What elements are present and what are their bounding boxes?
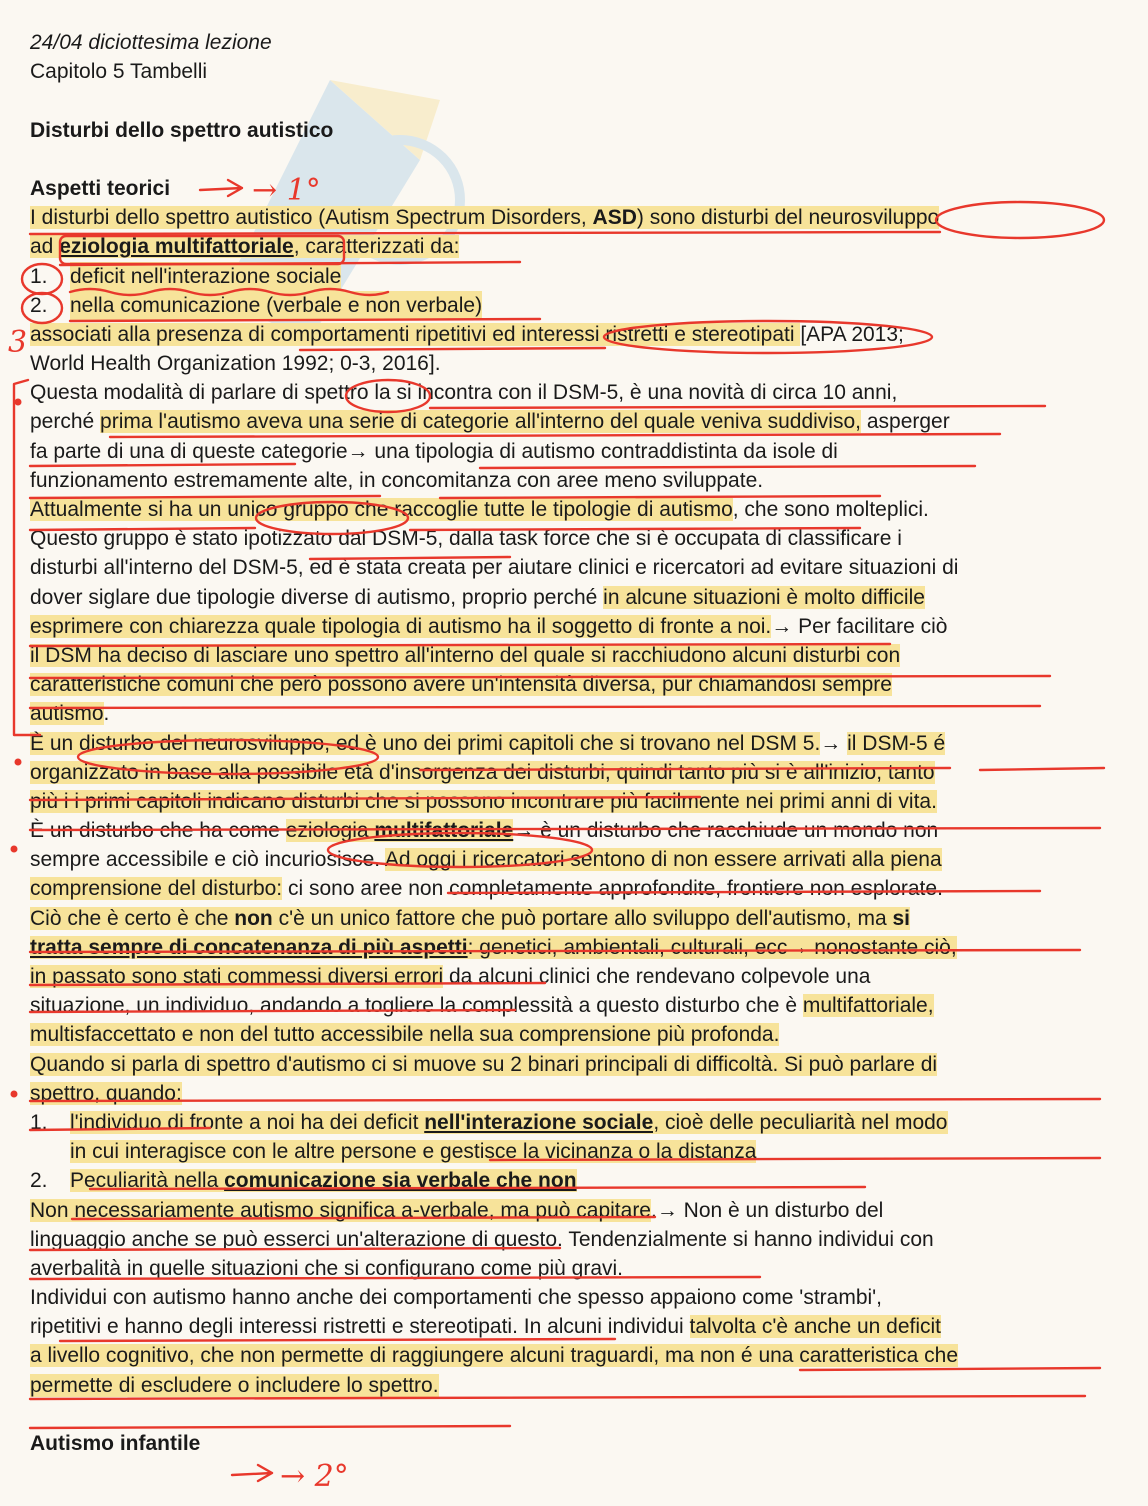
text-line [30, 1196, 1122, 1225]
list-text [70, 1108, 948, 1137]
text-segment: non [234, 906, 273, 930]
text-segment: a livello cognitivo, che non permette di raggiungere alcuni traguardi, ma non é una caratteristica che [30, 1344, 959, 1368]
text-line [30, 232, 1122, 261]
text-segment: il DSM ha deciso di lasciare uno spettro all'interno del quale si racchiudono alcuni disturbi con [30, 643, 901, 667]
text-segment: Attualmente si ha un unico gruppo che raccoglie tutte le tipologie di autismo [30, 498, 733, 521]
text-segment: si [892, 906, 910, 930]
list-item [30, 262, 1122, 291]
text-segment: Questo gruppo è stato ipotizzato dal DSM-5, dalla task force che si è occupata di classificare i [30, 527, 902, 551]
text-segment: averbalità in quelle situazioni che si configurano come più gravi. [30, 1256, 624, 1280]
list-text [70, 1166, 577, 1195]
list-number: 2. [30, 1169, 48, 1193]
text-segment: l'individuo di fronte a noi ha dei deficit [70, 1110, 425, 1134]
text-line [30, 816, 1122, 845]
list-text: deficit nell'interazione sociale [70, 262, 341, 291]
text-line [30, 1050, 1122, 1079]
list-text [70, 1137, 756, 1166]
annotation-second: → 2° [280, 1459, 349, 1494]
text-line [30, 1254, 1122, 1283]
text-segment: Questa modalità di parlare di spettro la si incontra con il DSM-5, è una novità di circa 10 anni, [30, 381, 898, 405]
chapter-reference: Capitolo 5 Tambelli [30, 60, 208, 84]
text-segment: perché [30, 410, 101, 434]
text-line [30, 787, 1122, 816]
text-segment: [APA 2013; [800, 322, 904, 346]
text-segment: il DSM-5 é [847, 731, 946, 755]
text-segment: .→ Non è un disturbo del [651, 1198, 884, 1222]
text-line [30, 437, 1122, 466]
text-line [30, 1079, 1122, 1108]
text-segment: ASD [592, 206, 637, 230]
text-segment: talvolta c'è anche un deficit [689, 1315, 942, 1339]
text-line [30, 933, 1122, 962]
list-number: 1. [30, 264, 48, 288]
text-segment: associati alla presenza di comportamenti ripetitivi ed interessi ristretti e stereotipati [30, 322, 801, 346]
text-segment: disturbi all'interno del DSM-5, ed è stata creata per aiutare clinici e ricercatori ad evitare situazioni di [30, 556, 959, 580]
text-segment: Non necessariamente autismo significa a-verbale, ma può capitare [30, 1198, 651, 1222]
list-item [30, 1137, 1122, 1166]
text-line [30, 1020, 1122, 1049]
difficulty-list [30, 1108, 1122, 1196]
document-title: Disturbi dello spettro autistico [30, 118, 334, 142]
heading-text: Aspetti teorici [30, 176, 171, 200]
text-segment: → è un disturbo che racchiude un mondo non [513, 819, 939, 843]
body-paragraphs [30, 378, 1122, 1108]
annotation-first: → 1° [252, 173, 321, 208]
feature-list [30, 262, 1122, 320]
text-line [30, 1341, 1122, 1370]
text-segment: spettro, quando: [30, 1081, 182, 1105]
text-segment: autismo [30, 702, 104, 726]
text-line [30, 612, 1122, 641]
text-line [30, 845, 1122, 874]
text-segment: È un disturbo che ha come [30, 819, 286, 843]
text-line [30, 904, 1122, 933]
text-segment: eziologia [285, 819, 375, 843]
heading-text: Autismo infantile [30, 1432, 201, 1455]
text-segment: più i i primi capitoli indicano disturbi che si possono incontrare più facilmente nei primi anni di vita. [30, 789, 937, 813]
bullet-dot [15, 399, 22, 406]
bullet-dot [11, 1091, 18, 1098]
text-segment: da alcuni clinici che rendevano colpevole una [443, 965, 871, 988]
text-line [30, 670, 1122, 699]
text-segment: dover siglare due tipologie diverse di autismo, proprio perché [30, 585, 604, 609]
text-segment: esprimere con chiarezza quale tipologia di autismo ha il soggetto di fronte a noi. [30, 614, 772, 638]
text-segment: sempre accessibile e ciò incuriosisce. [30, 848, 385, 872]
text-segment: situazione, un individuo, andando a togliere la complessità a questo disturbo che è [30, 994, 803, 1018]
section-heading-autismo-infantile [30, 1429, 1122, 1458]
lecture-date: 24/04 diciottesima lezione [30, 31, 272, 54]
text-segment: multifattoriale [374, 819, 514, 843]
text-segment: tratta sempre di concatenanza di più aspetti [30, 935, 468, 959]
text-line [30, 758, 1122, 787]
text-line [30, 699, 1122, 728]
text-segment: in cui interagisce con le altre persone e gestisce la vicinanza o la distanza [70, 1140, 757, 1164]
paragraph [30, 816, 1122, 1050]
text-line [30, 1283, 1122, 1312]
text-line [30, 583, 1122, 612]
text-segment: , che sono molteplici. [732, 498, 929, 521]
text-segment: → [820, 731, 848, 755]
text-segment: multisfaccettato e non del tutto accessibile nella sua comprensione più profonda. [30, 1023, 780, 1047]
text-segment: linguaggio anche se può esserci un'alterazione di questo. Tendenzialmente si hanno individui con [30, 1227, 934, 1251]
text-line [30, 991, 1122, 1020]
intro-paragraph-continued [30, 320, 1122, 378]
text-segment: comunicazione sia verbale che non [224, 1169, 577, 1193]
text-segment: , caratterizzati da: [293, 235, 460, 259]
closing-paragraph [30, 1196, 1122, 1400]
text-segment: prima l'autismo aveva una serie di categorie all'interno del quale veniva suddiviso, [100, 410, 861, 434]
text-line [30, 524, 1122, 553]
text-line [30, 1312, 1122, 1341]
text-segment: fa parte di una di queste categorie→ una tipologia di autismo contraddistinta da isole di [30, 439, 838, 463]
text-line [30, 962, 1122, 991]
text-line [30, 641, 1122, 670]
text-line [30, 874, 1122, 903]
text-line [30, 729, 1122, 758]
text-line [30, 1371, 1122, 1400]
text-segment: . [103, 702, 110, 726]
paragraph [30, 729, 1122, 817]
text-segment: comprensione del disturbo: [30, 877, 283, 901]
text-segment: ) sono disturbi del neurosviluppo [636, 206, 940, 230]
text-segment: eziologia multifattoriale [59, 235, 294, 259]
list-text: nella comunicazione (verbale e non verbale) [70, 291, 482, 320]
text-segment: nell'interazione sociale [424, 1110, 654, 1134]
bullet-dot [11, 846, 18, 853]
text-segment: caratteristiche comuni che però possono avere un'intensità diversa, pur chiamandosi sempre [30, 673, 892, 697]
bullet-dot [15, 759, 22, 766]
text-segment: in alcune situazioni è molto difficile [603, 585, 925, 609]
paragraph [30, 378, 1122, 728]
list-item [30, 1108, 1122, 1137]
text-segment: , cioè delle peculiarità nel modo [653, 1110, 948, 1134]
text-segment: Ad oggi i ricercatori sentono di non essere arrivati alla piena [384, 848, 942, 872]
text-segment: World Health Organization 1992; 0-3, 2016]. [30, 352, 441, 376]
paragraph [30, 1050, 1122, 1108]
text-line [30, 349, 1122, 378]
text-segment: Peculiarità nella [70, 1169, 225, 1193]
text-segment: Quando si parla di spettro d'autismo ci si muove su 2 binari principali di difficoltà. Si può parlare di [30, 1052, 938, 1076]
text-segment: ripetitivi e hanno degli interessi ristretti e stereotipati. In alcuni individui [30, 1315, 690, 1339]
list-number: 2. [30, 293, 48, 317]
document-page [30, 28, 1122, 1458]
text-segment: asperger [861, 410, 950, 434]
text-segment: multifattoriale, [802, 994, 934, 1018]
text-segment: ad [30, 235, 60, 259]
text-segment: È un disturbo del neurosviluppo, ed è uno dei primi capitoli che si trovano nel DSM 5. [30, 731, 821, 755]
text-line [30, 407, 1122, 436]
text-segment: : genetici, ambientali, culturali, ecc→ nonostante ciò, [467, 935, 957, 959]
text-line [30, 320, 1122, 349]
intro-paragraph [30, 203, 1122, 261]
text-segment: → Per facilitare ciò [771, 614, 948, 638]
text-line [30, 466, 1122, 495]
text-line [30, 378, 1122, 407]
list-number: 1. [30, 1110, 48, 1134]
text-line [30, 553, 1122, 582]
section-heading-aspetti-teorici [30, 174, 1122, 203]
arrow-icon [232, 1465, 272, 1481]
text-segment: ci sono aree non completamente approfondite, frontiere non esplorate. [282, 877, 943, 901]
text-segment: funzionamento estremamente alte, in concomitanza con aree meno sviluppate. [30, 468, 764, 492]
text-segment: organizzato in base alla possibile età d'insorgenza dei disturbi, quindi tanto più si è all'inizio, tanto [30, 760, 935, 784]
text-line [30, 203, 1122, 232]
text-segment: c'è un unico fattore che può portare allo sviluppo dell'autismo, ma [272, 906, 893, 930]
list-item [30, 1166, 1122, 1195]
text-segment: in passato sono stati commessi diversi errori [30, 965, 444, 988]
text-segment: Individui con autismo hanno anche dei comportamenti che spesso appaiono come 'strambi', [30, 1286, 883, 1310]
text-line [30, 495, 1122, 524]
text-line [30, 1225, 1122, 1254]
text-segment: I disturbi dello spettro autistico (Autism Spectrum Disorders, [30, 206, 593, 230]
margin-number-three: 3 [8, 325, 28, 360]
list-item [30, 291, 1122, 320]
text-segment: permette di escludere o includere lo spettro. [30, 1373, 439, 1397]
text-segment: Ciò che è certo è che [30, 906, 235, 930]
